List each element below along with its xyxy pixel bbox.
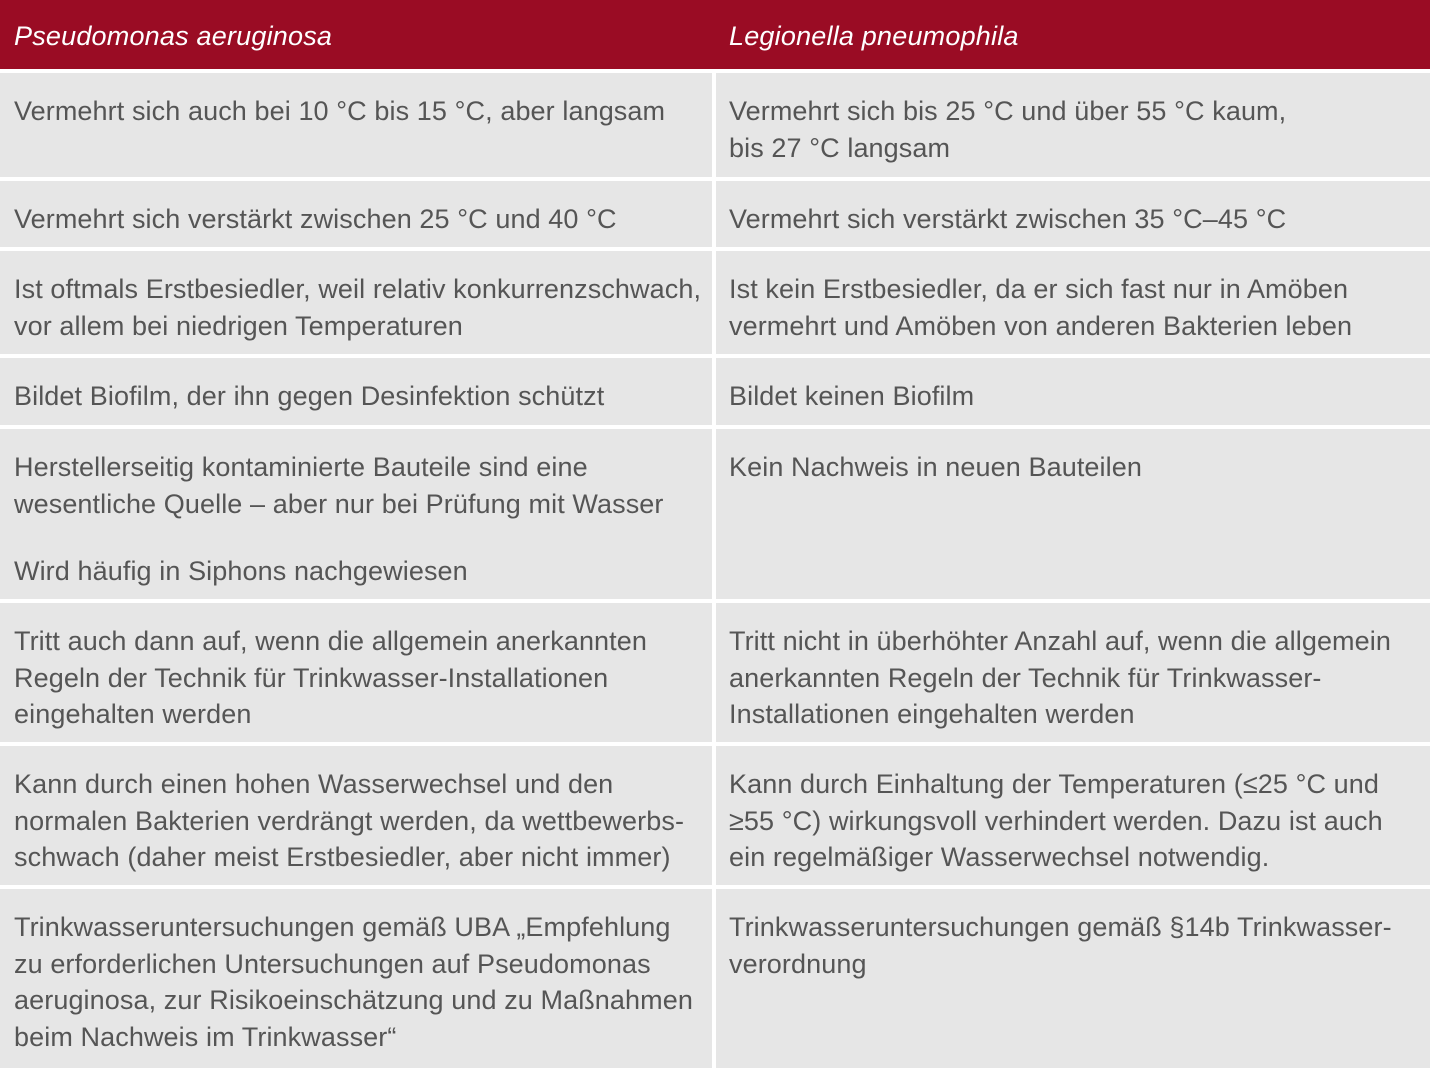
table-row: [0, 746, 1430, 885]
cell-pseudomonas: [0, 746, 712, 885]
table-row: [0, 889, 1430, 1068]
table-row: [0, 181, 1430, 247]
cell-text: Herstellerseitig kontaminierte Bauteile sind eine wesentliche Quelle – aber nur bei Prüfung mit Wasser: [14, 452, 664, 519]
cell-pseudomonas: [0, 358, 712, 425]
table-row: [0, 251, 1430, 354]
cell-pseudomonas: [0, 181, 712, 247]
cell-text: Bildet keinen Biofilm: [729, 381, 975, 411]
cell-text: Vermehrt sich auch bei 10 °C bis 15 °C, aber langsam: [14, 96, 666, 126]
cell-text: Vermehrt sich verstärkt zwischen 25 °C und 40 °C: [14, 204, 617, 234]
cell-pseudomonas: [0, 251, 712, 354]
table-row: [0, 429, 1430, 599]
cell-text: Trinkwasseruntersuchungen gemäß UBA „Empfehlung zu erforderlichen Untersuchungen auf Pseudomonas aeruginosa, zur Risikoeinschätzung und zu Maßnahmen beim Nachweis im Trinkwasser“: [14, 912, 693, 1052]
header-legionella: Legionella pneumophila: [729, 21, 1019, 51]
cell-text: Bildet Biofilm, der ihn gegen Desinfektion schützt: [14, 381, 605, 411]
cell-legionella: [716, 603, 1430, 742]
cell-text: Kann durch einen hohen Wasserwechsel und den normalen Bakterien verdrängt werden, da wettbewerbs- schwach (daher meist Erstbesiedler, aber nicht immer): [14, 769, 685, 872]
cell-text: Trinkwasseruntersuchungen gemäß §14b Trinkwasser- verordnung: [729, 912, 1392, 979]
cell-text: Vermehrt sich verstärkt zwischen 35 °C–45 °C: [729, 204, 1287, 234]
cell-pseudomonas: [0, 429, 712, 599]
cell-legionella: [716, 251, 1430, 354]
cell-text: Tritt auch dann auf, wenn die allgemein anerkannten Regeln der Technik für Trinkwasser-Installationen eingehalten werden: [14, 626, 648, 729]
cell-legionella: [716, 358, 1430, 425]
table-row: [0, 603, 1430, 742]
cell-text: Tritt nicht in überhöhter Anzahl auf, wenn die allgemein anerkannten Regeln der Technik für Trinkwasser- Installationen eingehalten werden: [729, 626, 1391, 729]
table-header: [0, 0, 1430, 69]
header-pseudomonas: Pseudomonas aeruginosa: [14, 21, 333, 51]
cell-legionella: [716, 429, 1430, 599]
cell-legionella: [716, 73, 1430, 177]
cell-text: Ist oftmals Erstbesiedler, weil relativ konkurrenzschwach, vor allem bei niedrigen Temperaturen: [14, 274, 702, 341]
cell-pseudomonas: [0, 603, 712, 742]
table-row: [0, 358, 1430, 425]
cell-text: Vermehrt sich bis 25 °C und über 55 °C kaum, bis 27 °C langsam: [729, 96, 1287, 163]
cell-legionella: [716, 746, 1430, 885]
cell-pseudomonas: [0, 73, 712, 177]
cell-text: Kein Nachweis in neuen Bauteilen: [729, 452, 1142, 482]
cell-legionella: [716, 889, 1430, 1068]
cell-pseudomonas: [0, 889, 712, 1068]
cell-text: Wird häufig in Siphons nachgewiesen: [14, 556, 468, 586]
table-row: [0, 73, 1430, 177]
cell-text: Kann durch Einhaltung der Temperaturen (≤25 °C und ≥55 °C) wirkungsvoll verhindert werden. Dazu ist auch ein regelmäßiger Wasserwechsel notwendig.: [729, 769, 1383, 872]
cell-text: Ist kein Erstbesiedler, da er sich fast nur in Amöben vermehrt und Amöben von anderen Bakterien leben: [729, 274, 1353, 341]
cell-legionella: [716, 181, 1430, 247]
